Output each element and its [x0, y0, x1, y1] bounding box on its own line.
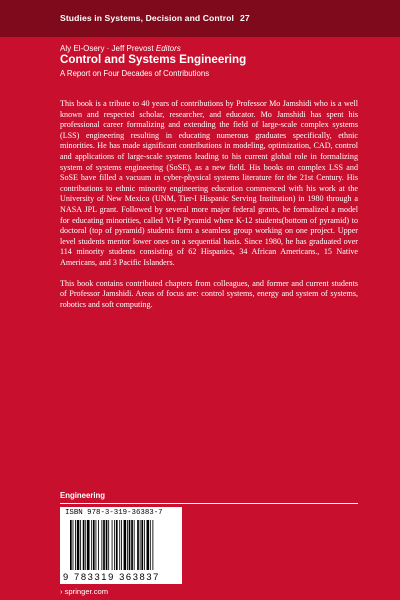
blurb-paragraph-1: This book is a tribute to 40 years of contributions by Professor Mo Jamshidi who is a well known and respected scholar, researcher, and educator. Mo Jamshidi has spent his professional career formalizing and extending the field of large-scale complex systems (LSS) engineering resulting in educating numerous graduates specifically, ethnic minorities. He has made significant contributions in modeling, optimization, CAD, control and applications of large-scale systems leading to his current global role in formalizing system of systems engineering (SoSE), as a new field. His books on complex LSS and SoSE have filled a vacuum in cyber-physical systems literature for the 21st Century. His contributions to ethnic minority engineering education commenced with his work at the University of New Mexico (UNM, Tier-I Hispanic Serving Institution) in 1980 through a NASA JPL grant. Followed by several more major federal grants, he formalized a model for educating minorities, called VI-P Pyramid where K-12 students(bottom of pyramid) to doctoral (top of pyramid) students form a seamless group working on one project. Upper level students mentor lower ones on a sequential basis. Since 1980, he has graduated over 114 minority students consisting of 62 Hispanics, 34 African Americans., 15 Native Americans, and 3 Pacific Islanders.: [60, 99, 358, 267]
book-title: Control and Systems Engineering: [60, 53, 247, 66]
series-volume: 27: [240, 13, 250, 23]
author-names: Aly El-Osery · Jeff Prevost: [60, 44, 154, 53]
series-line: [60, 13, 250, 23]
divider-rule: [60, 503, 358, 504]
barcode-digits: 9 783319 363837: [63, 571, 160, 582]
book-subtitle: A Report on Four Decades of Contributions: [60, 69, 210, 78]
series-name: Studies in Systems, Decision and Control: [60, 13, 234, 23]
editors-label: Editors: [155, 44, 181, 53]
subject-category: Engineering: [60, 491, 106, 500]
blurb-paragraph-2: This book contains contributed chapters from colleagues, and former and current students of Professor Jamshidi. Areas of focus are: control systems, energy and system of systems, robotics and soft computing.: [60, 278, 358, 309]
back-cover-blurb: [60, 99, 358, 320]
series-header-band: [0, 0, 400, 37]
isbn-barcode: [60, 507, 182, 584]
publisher-url: › springer.com: [60, 587, 109, 596]
editors-line: [60, 44, 181, 53]
isbn-label: ISBN 978-3-319-36383-7: [65, 509, 163, 517]
barcode-bars: [70, 520, 176, 570]
